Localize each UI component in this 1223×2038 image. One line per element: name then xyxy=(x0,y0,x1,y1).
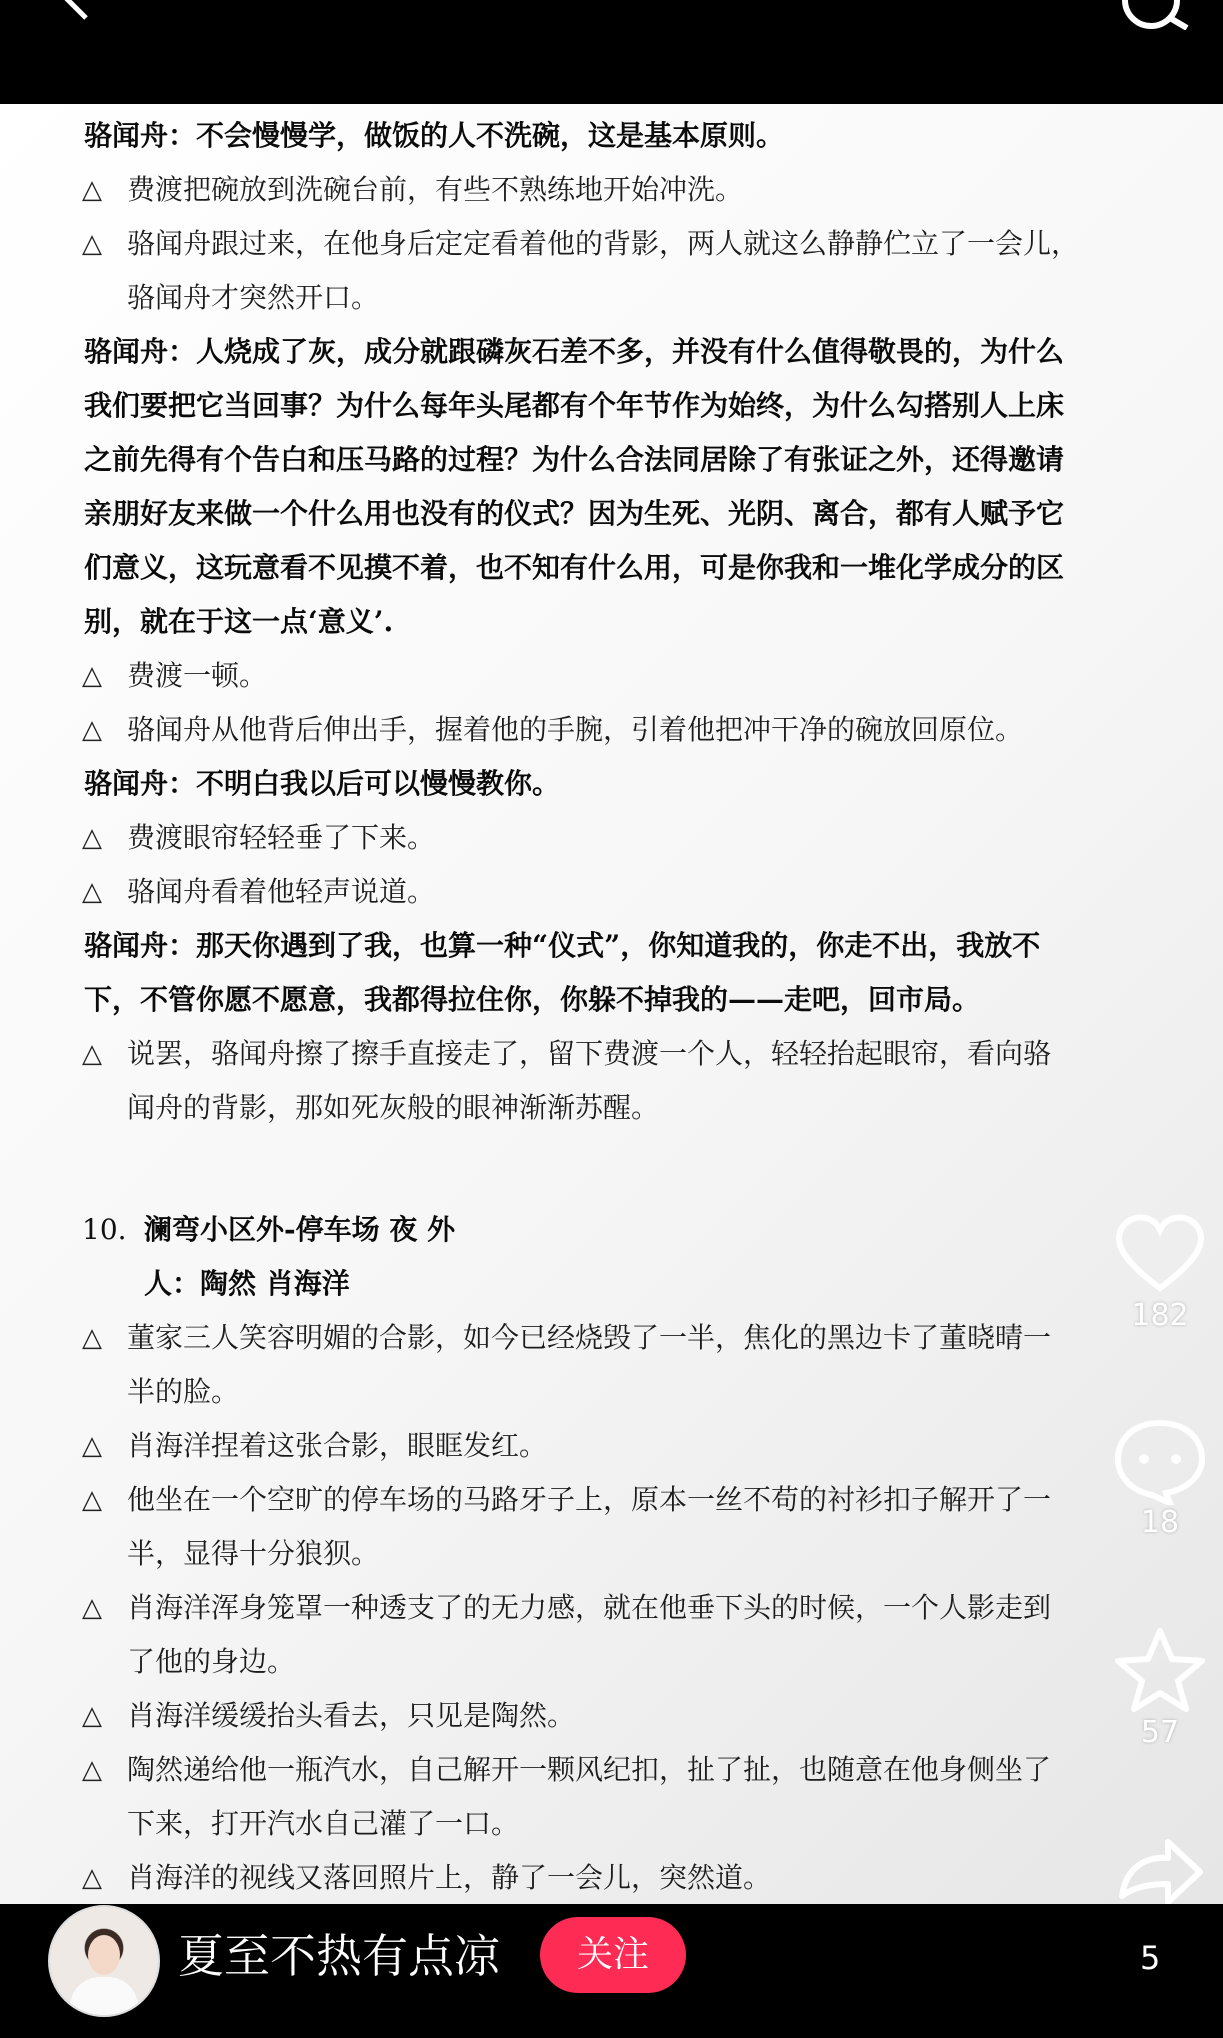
dialogue-line: 我们要把它当回事？为什么每年头尾都有个年节作为始终，为什么勾搭别人上床 xyxy=(84,389,1065,422)
action-marker: △ xyxy=(82,877,102,907)
action-line: 下来，打开汽水自己灌了一口。 xyxy=(127,1807,520,1840)
action-line: 说罢，骆闻舟擦了擦手直接走了，留下费渡一个人，轻轻抬起眼帘，看向骆 xyxy=(127,1037,1052,1070)
action-marker: △ xyxy=(82,1039,102,1069)
avatar-body xyxy=(70,1977,138,2017)
follow-button[interactable]: 关注 xyxy=(540,1917,686,1993)
action-line: 骆闻舟从他背后伸出手，握着他的手腕，引着他把冲干净的碗放回原位。 xyxy=(127,713,1024,746)
action-line: 了他的身边。 xyxy=(127,1645,296,1678)
star-icon xyxy=(1112,1625,1208,1715)
action-marker: △ xyxy=(82,1593,102,1623)
action-line: 骆闻舟看着他轻声说道。 xyxy=(127,875,436,908)
action-line: 肖海洋的视线又落回照片上，静了一会儿，突然道。 xyxy=(127,1861,772,1894)
like-button[interactable] xyxy=(1110,1208,1210,1334)
action-line: 肖海洋缓缓抬头看去，只见是陶然。 xyxy=(127,1699,576,1732)
dialogue-line: 们意义，这玩意看不见摸不着，也不知有什么用，可是你我和一堆化学成分的区 xyxy=(84,551,1065,584)
page-indicator: 5 xyxy=(1140,1939,1161,1977)
chevron-left-icon xyxy=(48,0,108,30)
dialogue-line: 亲朋好友来做一个什么用也没有的仪式？因为生死、光阴、离合，都有人赋予它 xyxy=(84,497,1065,530)
avatar[interactable] xyxy=(48,1905,160,2017)
action-line: 他坐在一个空旷的停车场的马路牙子上，原本一丝不苟的衬衫扣子解开了一 xyxy=(127,1483,1052,1516)
action-marker: △ xyxy=(82,661,102,691)
avatar-face xyxy=(88,1935,120,1975)
dialogue-line: 骆闻舟：不明白我以后可以慢慢教你。 xyxy=(84,767,561,800)
action-line: 陶然递给他一瓶汽水，自己解开一颗风纪扣，扯了扯，也随意在他身侧坐了 xyxy=(127,1753,1052,1786)
action-line: 骆闻舟才突然开口。 xyxy=(127,281,380,314)
author-name[interactable]: 夏至不热有点凉 xyxy=(178,1929,500,1983)
comment-count: 18 xyxy=(1140,1505,1180,1540)
action-line: 半的脸。 xyxy=(127,1375,240,1408)
search-icon xyxy=(1115,0,1195,30)
action-line: 闻舟的背影，那如死灰般的眼神渐渐苏醒。 xyxy=(127,1091,660,1124)
action-line: 半，显得十分狼狈。 xyxy=(127,1537,380,1570)
action-marker: △ xyxy=(82,1701,102,1731)
action-marker: △ xyxy=(82,175,102,205)
cast-line: 人：陶然 肖海洋 xyxy=(144,1267,350,1300)
action-marker: △ xyxy=(82,1431,102,1461)
action-marker: △ xyxy=(82,1755,102,1785)
action-line: 董家三人笑容明媚的合影，如今已经烧毁了一半，焦化的黑边卡了董晓晴一 xyxy=(127,1321,1052,1354)
search-button[interactable] xyxy=(1115,0,1195,30)
comment-icon xyxy=(1112,1415,1208,1505)
dialogue-line: 骆闻舟：那天你遇到了我，也算一种“仪式”，你知道我的，你走不出，我放不 xyxy=(84,929,1041,962)
action-marker: △ xyxy=(82,715,102,745)
top-bar xyxy=(0,0,1223,104)
back-button[interactable] xyxy=(48,0,108,30)
comment-button[interactable] xyxy=(1110,1415,1210,1541)
scene-heading: 澜弯小区外-停车场 夜 外 xyxy=(144,1213,456,1246)
action-marker: △ xyxy=(82,1323,102,1353)
dialogue-line: 之前先得有个告白和压马路的过程？为什么合法同居除了有张证之外，还得邀请 xyxy=(84,443,1065,476)
dialogue-line: 骆闻舟：不会慢慢学，做饭的人不洗碗，这是基本原则。 xyxy=(84,119,785,152)
dialogue-line: 下，不管你愿不愿意，我都得拉住你，你躲不掉我的——走吧，回市局。 xyxy=(84,983,981,1016)
heart-icon xyxy=(1112,1208,1208,1298)
action-line: 肖海洋浑身笼罩一种透支了的无力感，就在他垂下头的时候，一个人影走到 xyxy=(127,1591,1052,1624)
favorite-button[interactable] xyxy=(1110,1625,1210,1751)
action-line: 费渡一顿。 xyxy=(127,659,268,692)
action-line: 费渡眼帘轻轻垂了下来。 xyxy=(127,821,436,854)
action-marker: △ xyxy=(82,1485,102,1515)
scene-number: 10. xyxy=(82,1213,127,1246)
dialogue-line: 别，就在于这一点‘意义’. xyxy=(84,605,394,638)
dialogue-line: 骆闻舟：人烧成了灰，成分就跟磷灰石差不多，并没有什么值得敬畏的，为什么 xyxy=(84,335,1065,368)
action-line: 肖海洋捏着这张合影，眼眶发红。 xyxy=(127,1429,548,1462)
action-marker: △ xyxy=(82,1863,102,1893)
action-line: 骆闻舟跟过来，在他身后定定看着他的背影，两人就这么静静伫立了一会儿， xyxy=(127,227,1080,260)
action-marker: △ xyxy=(82,229,102,259)
favorite-count: 57 xyxy=(1140,1715,1180,1750)
action-marker: △ xyxy=(82,823,102,853)
action-line: 费渡把碗放到洗碗台前，有些不熟练地开始冲洗。 xyxy=(127,173,744,206)
like-count: 182 xyxy=(1131,1298,1189,1333)
script-page xyxy=(0,104,1223,1904)
